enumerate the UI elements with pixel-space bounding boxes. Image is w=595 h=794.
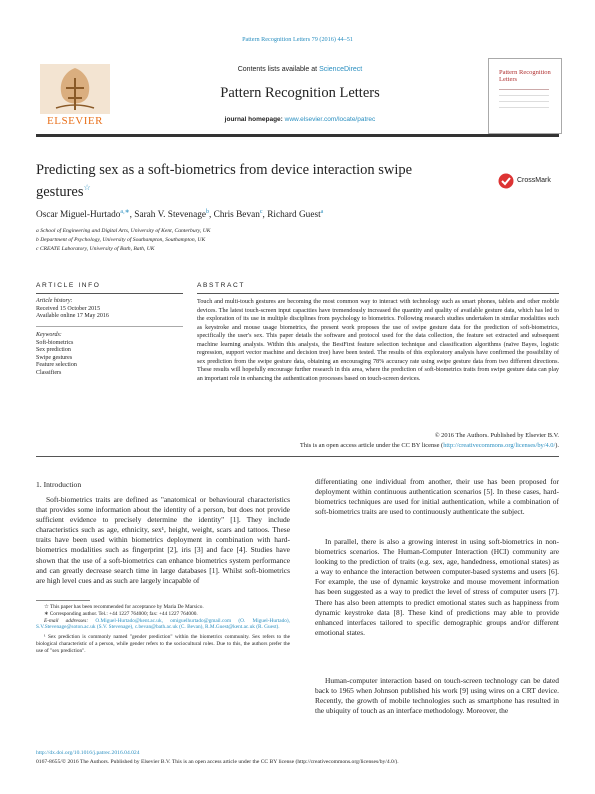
crossmark-icon [498,173,514,189]
divider [36,326,183,327]
email-addresses[interactable]: O.Miguel-Hurtado@kent.ac.uk, omiguelhurtado@gmail.com (O. Miguel-Hurtado), S.V.Stevenage@soton.ac.uk (S.V. Stevenage), c.bevan@bath.ac.uk (C. Bevan), R.M.Guest@kent.ac.uk (R. Guest). [36,617,290,631]
crossmark-badge[interactable]: CrossMark [498,172,558,190]
keyword: Classifiers [36,369,62,376]
footnote: ∗ Corresponding author. Tel.: +44 1227 764000; fax: +44 1227 764000. [44,610,198,617]
journal-cover [488,58,562,134]
copyright-line: © 2016 The Authors. Published by Elsevier B.V. [434,432,559,439]
divider [197,293,559,294]
footnote: E-mail addresses: O.Miguel-Hurtado@kent.ac.uk, omiguelhurtado@gmail.com (O. Miguel-Hurtado), S.V.Stevenage@soton.ac.uk (S.V. Stevenage), c.bevan@bath.ac.uk (C. Bevan), R.M.Guest@kent.ac.uk (R. Guest). [36,617,290,631]
keyword: Swipe gestures [36,354,73,361]
keyword: Soft-biometrics [36,339,74,346]
footnote: ☆ This paper has been recommended for acceptance by Maria De Marsico. [44,604,204,610]
issn-license-line: 0167-8655/© 2016 The Authors. Published by Elsevier B.V. This is an open access article under the CC BY license (http://creativecommons.org/licenses/by/4.0/). [36,759,399,765]
author-name: Oscar Miguel-Hurtado [36,210,121,221]
journal-reference[interactable]: Pattern Recognition Letters 79 (2016) 44–51 [242,36,353,43]
article-info-heading: ARTICLE INFO [36,282,101,289]
journal-name: Pattern Recognition Letters [220,85,380,101]
article-history: Article history: Received 15 October 2015 Available online 17 May 2016 [36,298,109,320]
intro-paragraph: Soft-biometrics traits are defined as "anatomical or behavioural characteristics that provides some information about the identity of a person, but does not provide sufficient evidence to precisely determine the identity" [1]. They include characteristics such as age, ethnicity, sex¹, height, weight, scars and tattoos. These traits have been used within biometrics deployment in combination with hard-biometrics modalities such as fingerprint [2], iris [3] and face [4]. Studies have shown that the use of a soft-biometrics can enhance biometrics system performance and can greatly decrease search time in large databases [1]. Whilst soft-biometrics are high level cues and as such are largely incapable of [36,495,290,585]
sciencedirect-link[interactable]: ScienceDirect [319,66,363,73]
article-title: Predicting sex as a soft-biometrics from device interaction swipe gestures☆ [36,162,413,200]
intro-paragraph: Human-computer interaction based on touch-screen technology can be dated back to 1965 when Johnson published his work [9] using wires on a CRT device. Recently, the growth of mobile technologies such as smartphone has resulted in the ubiquity of touch as an interface methodology. Moreover, the [315,676,559,716]
elsevier-logo [36,62,114,130]
journal-homepage: journal homepage: www.elsevier.com/locate/patrec [224,116,376,123]
divider [36,456,559,457]
footnotes [36,604,290,655]
header-rule [36,134,559,137]
divider [36,293,183,294]
author-name: Sarah V. Stevenage [134,210,206,221]
license-line: This is an open access article under the CC BY license (http://creativecommons.org/licenses/by/4.0/). [299,442,559,449]
doi-link[interactable]: http://dx.doi.org/10.1016/j.patrec.2016.04.024 [36,750,140,756]
cover-title: Pattern Recognition Letters [499,69,551,83]
intro-paragraph: differentiating one individual from another, their use has been proposed for deployment within continuous authentication scenarios [5]. In these cases, hard-biometrics techniques are used for initial authentication, while a combination of soft-biometrics traits are used to continuously authenticate the subject. [315,477,559,517]
intro-paragraph: In parallel, there is also a growing interest in using soft-biometrics in non-biometrics scenarios. The Human-Computer Interaction (HCI) community are looking to the prediction of traits (e.g. sex, age, handedness, emotional states) as a way to enhance the interaction between computer-based systems and users [6]. For example, the use of dynamic keystroke and mouse movement information has been suggested as a way to predict the level of stress of computer users [7]. There has also been attempts to predict emotional states such as happiness from dynamic keystroke data [8]. These kind of predictions may able to provide enhanced interfaces tailored to specific demographic groups and/or different emotional states. [315,537,559,637]
contents-line: Contents lists available at ScienceDirect [237,66,363,73]
affiliation: b Department of Psychology, University of Southampton, Southampton, UK [36,237,206,243]
author-name: Chris Bevan [213,210,260,221]
affiliation: c CREATE Laboratory, University of Bath, Bath, UK [36,246,155,252]
title-footnote-mark[interactable]: ☆ [83,183,91,192]
section-heading: 1. Introduction [36,480,82,489]
footnote-divider [36,600,90,601]
publisher-name: ELSEVIER [47,115,103,127]
keywords: Keywords: Soft-biometrics Sex prediction Swipe gestures Feature selection Classifiers [36,332,77,376]
author-list: Oscar Miguel-Hurtado$^{a,∗}$, Sarah V. Stevenage$^b$, Chris Bevan$^c$, Richard Guest$^a$ [36,209,324,221]
affiliation: a School of Engineering and Digital Arts, University of Kent, Canterbury, UK [36,228,211,234]
abstract-text: Touch and multi-touch gestures are becoming the most common way to interact with technology such as smart phones, tablets and other mobile devices. The latest touch-screen input capacities have tremendously increased the quantity and quality of available gesture data, which has led to the exploration of its use in multiple disciplines from psychology to biometrics. Following research studies undertaken in similar modalities such as keystroke and mouse usage biometrics, the present work proposes the use of swipe gesture data for the prediction of soft-biometrics, specifically the user's sex. This paper details the software and protocol used for the data collection, the feature set extracted and subsequent machine learning analysis. Within this analysis, the BestFirst feature selection technique and classification algorithms (naïve Bayes, logistic regression, support vector machine and decision tree) have been tested. The results of this exploratory analysis have confirmed the possibility of sex prediction from the swipe gesture data, obtaining an encouraging 78% accuracy rate using swipe gesture data from two different directions. These results will hopefully encourage further research in this area, where the prediction of soft-biometrics traits from swipe gesture data can play an important role in enhancing the authentication processes based on touch-screen devices. [197,299,559,382]
keyword: Feature selection [36,362,77,369]
author-name: Richard Guest [267,210,321,221]
keyword: Sex prediction [36,347,71,354]
footnote: ¹ Sex prediction is commonly named "gender prediction" within the biometrics community. Sex refers to the biological characteristic of a person, while gender refers to the sociocultural roles. Due to this, the authors prefer the use of "sex prediction". [36,634,290,654]
license-link[interactable]: http://creativecommons.org/licenses/by/4.0/ [443,442,556,449]
abstract-heading: ABSTRACT [197,282,245,289]
homepage-link[interactable]: www.elsevier.com/locate/patrec [284,116,376,123]
